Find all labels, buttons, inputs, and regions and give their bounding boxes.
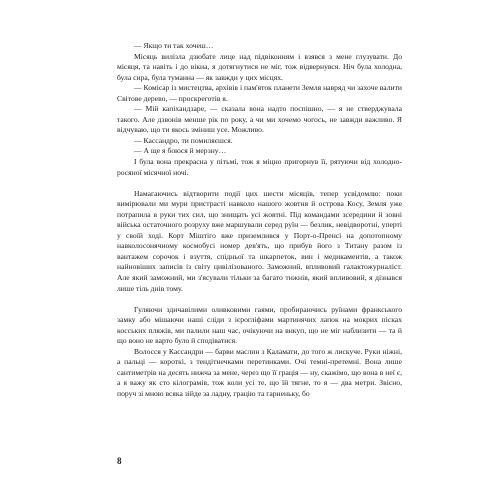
page-number: 8 bbox=[117, 456, 122, 466]
paragraph: І була вона прекрасна у пітьмі, тож я міцно пригорнув її, рятуючи від холодно-росяної місячної ночі. bbox=[117, 157, 402, 177]
paragraph: — Кассандро, ти помиляєшся. bbox=[134, 135, 233, 145]
paragraph: Місяць вилізла дзюбате лице над підвіконням і взявся з мене глузувати. До місяця, та навіть і до вікна, я дотягнутися не міг, тож відвернувся. Ніч була холодна, була сира, була туманна — як завжди у цих місцях. bbox=[117, 51, 402, 82]
paragraph: — А ще я боюся й мерзну… bbox=[134, 146, 227, 156]
paragraph: — Якщо ти так хочеш… bbox=[134, 41, 214, 50]
body-text bbox=[117, 41, 402, 400]
paragraph: Волосся у Кассандри — барви маслин з Каламати, до того ж лискуче. Руки ніжні, а пальці — короткі, з тендітнечками перетинками. Очі темні-претемні. Вона лише сантиметрів на десять нижча за мене, через що її грація — ну, скажімо, що вона в неї є, а я важу як сто кілограмів, тож коли усі те, що їй тягне, то я — два метри. Звісно, поруч зі мною всяка зійде за ладну, грацію та гарненьку, бо bbox=[117, 346, 402, 398]
paragraph: Гуляючи здичавілими оливковими гаями, пробираючись руїнами франкського замку або мішаючи наші сліди з ієрогліфами мартинячих лапок на мокрих пісках косських пляжів, ми палили наш час, очікуючи на викуп, що не міг наблизити — та й що воно не варто було й сподіватися. bbox=[117, 304, 402, 346]
paragraph: — Мій капіхандзаре, — сказала вона надто поспішно, — я не стверджувала такого. Але дзвонів менше рік по року, а чи ми хочемо чогось, не завжди важливо. Я відчуваю, що ти якось зміниш усе. Можливо. bbox=[117, 104, 402, 135]
paragraph: Намагаючись відтворити події цих шести місяців, тепер усвідомлю: поки вимірювали ми мури пристрасті навколо нашого жовтня й острова Косу, Земля уже потрапила в руки тих сил, що знищать усі жовтні. Під командами зсередини й зовні війська остаточного розруху вже маршували серед руїн — безлик, невідворотні, уперті у своїй ході. Корт Міштіго вже приземлився у Порт-о-Пренсі на допотопному навколосонячному космобусі номер дев'ять, що прибув його з Титану разом із вантажем сорочок і взуття, спідньої та шкарпеток, вин і медикаментів, а також найновіших записів із світу цивілізованого. Заможний, впливовий галактожурналіст. Але який заможний, ми з'ясували тільки за багато тижнів, який впливовий, я дізнався лише тіль днів тому. bbox=[117, 188, 402, 293]
paragraph: — Комісар із мистецтва, архівів і пам'яток планети Земля навряд чи захоче валити Світове дерево, — прoскрeготів я. bbox=[117, 83, 402, 103]
